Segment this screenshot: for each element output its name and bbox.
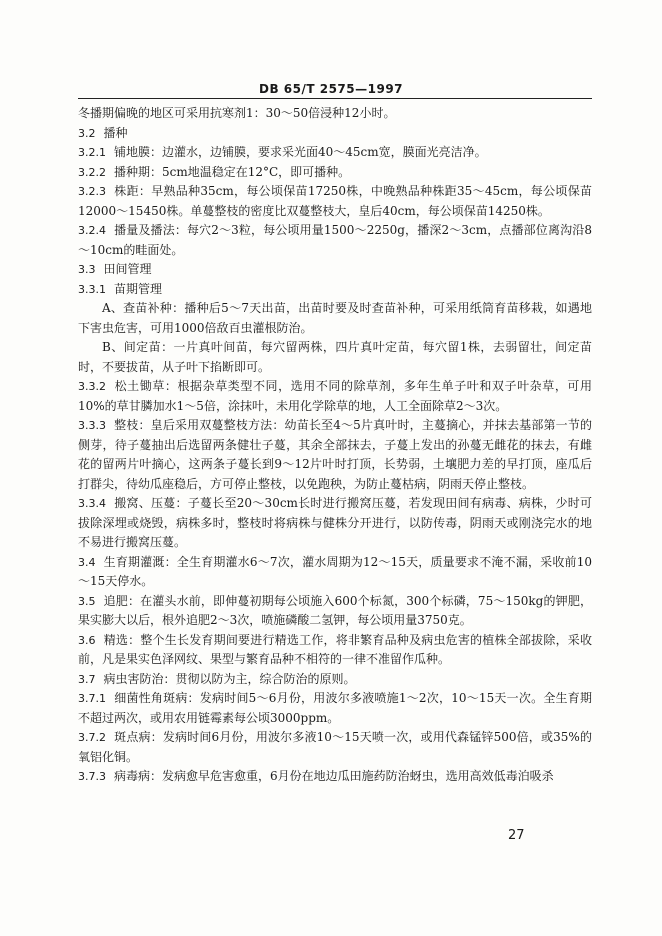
clause-3-7-2 — [78, 728, 592, 767]
page-number: 27 — [508, 828, 525, 843]
paragraph — [78, 299, 592, 338]
header-rule — [78, 98, 592, 99]
clause-3-2 — [78, 124, 592, 144]
clause-number: 3.5 — [78, 594, 96, 608]
clause-text: 斑点病：发病时间6月份，用波尔多液10～15天喷一次，或用代森锰锌500倍，或35%的氧铝化铜。 — [78, 730, 592, 764]
clause-text: 病毒病：发病愈早危害愈重，6月份在地边瓜田施药防治蚜虫，选用高效低毒泊吸杀 — [114, 769, 554, 783]
standard-code-header: DB 65/T 2575—1997 — [258, 82, 404, 96]
clause-text: 整枝：皇后采用双蔓整枝方法：幼苗长至4～5片真叶时，主蔓摘心，并抹去基部第一节的侧芽，待子蔓抽出后选留两条健壮子蔓，其余全部抹去，子蔓上发出的孙蔓无雌花的抹去，有雌花的留两片叶摘心，这两条子蔓长到9～12片叶时打顶，长势弱，土壤肥力差的早打顶，座瓜后打群尖，待幼瓜座稳后，方可停止整枝，以免跑秧，为防止蔓枯病，阴雨天停止整枝。 — [78, 418, 592, 491]
clause-3-7 — [78, 670, 592, 690]
clause-text: 铺地膜：边灌水，边铺膜，要求采光面40～45cm宽，膜面光亮洁净。 — [114, 145, 487, 159]
clause-text: 搬窝、压蔓：子蔓长至20～30cm长时进行搬窝压蔓，若发现田间有病毒、病株，少时可拔除深埋或烧毁，病株多时，整枝时将病株与健株分开进行，以防传毒，阴雨天或刚浇完水的地不易进行搬窝压蔓。 — [78, 496, 592, 549]
clause-number: 3.3.3 — [78, 419, 106, 432]
clause-text: 细菌性角斑病：发病时间5～6月份，用波尔多液喷施1～2次，10～15天一次。全生育期不超过两次，或用农用链霉素每公顷3000ppm。 — [78, 691, 592, 725]
clause-text: A、查苗补种：播种后5～7天出苗，出苗时要及时查苗补种，可采用纸筒育苗移栽，如遇地下害虫危害，可用1000倍敌百虫灌根防治。 — [78, 301, 592, 335]
clause-3-5 — [78, 592, 592, 631]
clause-text: B、间定苗：一片真叶间苗，每穴留两株，四片真叶定苗，每穴留1株，去弱留壮，间定苗时，不要拔苗，从子叶下掐断即可。 — [78, 340, 592, 374]
clause-number: 3.2.2 — [78, 165, 106, 179]
clause-number: 3.2.3 — [78, 185, 106, 198]
clause-text: 病虫害防治：贯彻以防为主，综合防治的原则。 — [103, 671, 356, 686]
clause-text: 追肥：在灌头水前，即伸蔓初期每公顷施入600个标氮，300个标磷，75～150kg的钾肥，果实膨大以后，根外追肥2～3次，喷施磷酸二氢钾，每公顷用量3750克。 — [78, 593, 592, 627]
clause-number: 3.3.1 — [78, 282, 106, 296]
clause-3-2-2 — [78, 163, 592, 183]
clause-text: 苗期管理 — [114, 281, 163, 296]
paragraph — [78, 104, 592, 124]
clause-3-7-3 — [78, 767, 592, 787]
document-body — [78, 104, 592, 787]
clause-text: 播种 — [103, 125, 128, 140]
clause-number: 3.6 — [78, 633, 96, 647]
clause-3-2-3 — [78, 182, 592, 221]
clause-number: 3.7.3 — [78, 770, 106, 783]
clause-text: 播量及播法：每穴2～3粒，每公顷用量1500～2250g，播深2～3cm，点播部位离沟沿8～10cm的畦面处。 — [78, 223, 592, 257]
paragraph — [78, 338, 592, 377]
clause-text: 冬播期偏晚的地区可采用抗寒剂1：30～50倍浸种12小时。 — [78, 106, 396, 120]
clause-text: 精选：整个生长发育期间要进行精选工作，将非繁育品种及病虫危害的植株全部拔除，采收前，凡是果实色泽网纹、果型与繁育品种不相符的一律不准留作瓜种。 — [78, 632, 592, 666]
clause-3-2-1 — [78, 143, 592, 163]
clause-3-3-3 — [78, 416, 592, 494]
clause-number: 3.2.1 — [78, 146, 106, 159]
clause-number: 3.4 — [78, 555, 96, 569]
clause-number: 3.3 — [78, 263, 96, 276]
clause-3-3-1 — [78, 280, 592, 300]
clause-number: 3.2 — [78, 126, 96, 140]
clause-3-2-4 — [78, 221, 592, 260]
clause-number: 3.2.4 — [78, 224, 106, 237]
clause-text: 播种期：5cm地温稳定在12°C，即可播种。 — [114, 164, 351, 179]
clause-text: 田间管理 — [103, 262, 152, 276]
clause-3-3-4 — [78, 494, 592, 553]
clause-number: 3.3.4 — [78, 497, 106, 510]
clause-3-6 — [78, 631, 592, 670]
clause-number: 3.7.1 — [78, 692, 106, 705]
clause-text: 松土锄草：根据杂草类型不同，选用不同的除草剂，多年生单子叶和双子叶杂草，可用10%的草甘膦加水1～5倍，涂抹叶，未用化学除草的地，人工全面除草2～3次。 — [78, 379, 592, 413]
clause-number: 3.7 — [78, 672, 96, 686]
clause-3-3 — [78, 260, 592, 280]
clause-text: 生育期灌溉：全生育期灌水6～7次，灌水周期为12～15天，质量要求不淹不漏，采收前10～15天停水。 — [78, 554, 592, 588]
clause-3-4 — [78, 553, 592, 592]
clause-3-3-2 — [78, 377, 592, 416]
clause-number: 3.3.2 — [78, 380, 106, 393]
clause-3-7-1 — [78, 689, 592, 728]
clause-number: 3.7.2 — [78, 731, 106, 744]
clause-text: 株距：早熟品种35cm，每公顷保苗17250株，中晚熟品种株距35～45cm，每公顷保苗12000～15450株。单蔓整枝的密度比双蔓整枝大，皇后40cm，每公顷保苗14250株。 — [78, 184, 592, 218]
